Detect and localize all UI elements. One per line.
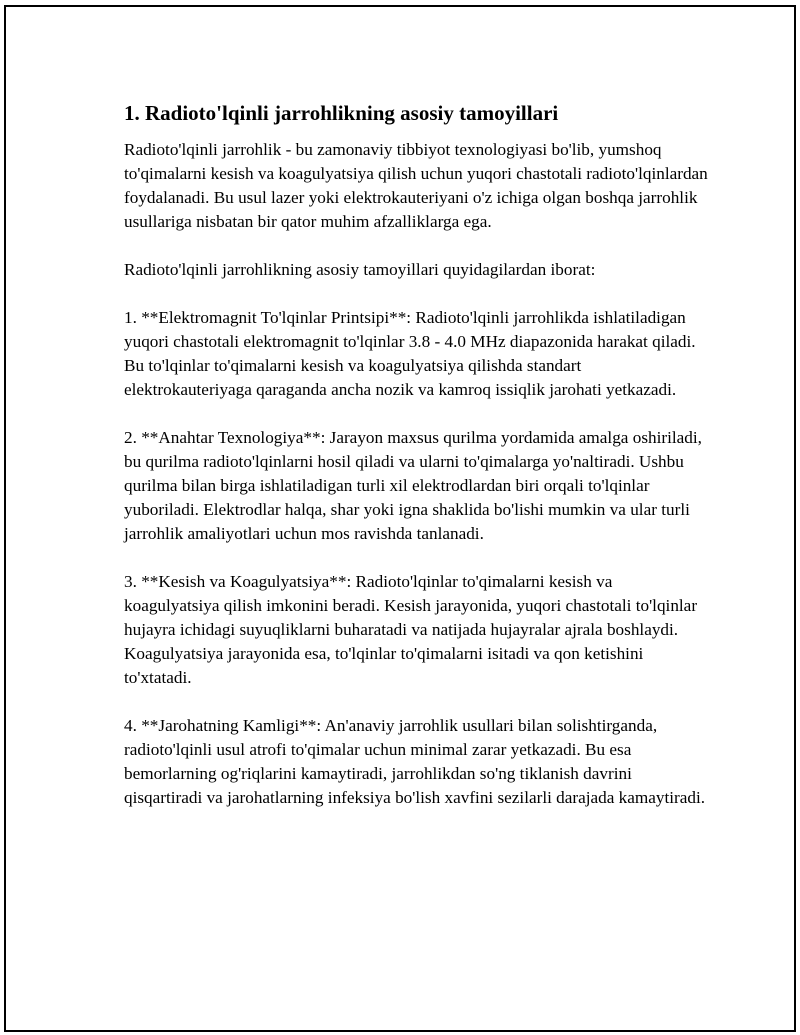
principle-3-paragraph: 3. **Kesish va Koagulyatsiya**: Radioto'lqinlar to'qimalarni kesish va koagulyatsiya qilish imkonini beradi. Kesish jarayonida, yuqori chastotali to'lqinlar hujayra ichidagi suyuqliklarni buharatadi va natijada hujayralar ajrala boshlaydi. Koagulyatsiya jarayonida esa, to'lqinlar to'qimalarni isitadi va qon ketishini to'xtatadi. (124, 572, 698, 687)
principles-lead-paragraph: Radioto'lqinli jarrohlikning asosiy tamoyillari quyidagilardan iborat: (124, 260, 596, 279)
page-frame (4, 5, 796, 1032)
principle-4-paragraph: 4. **Jarohatning Kamligi**: An'anaviy jarrohlik usullari bilan solishtirganda, radioto'lqinli usul atrofi to'qimalar uchun minimal zarar yetkazadi. Bu esa bemorlarning og'riqlarini kamaytiradi, jarrohlikdan so'ng tiklanish davrini qisqartiradi va jarohatlarning infeksiya bo'lish xavfini sezilarli darajada kamaytiradi. (124, 716, 706, 807)
document-body (119, 99, 709, 834)
intro-paragraph: Radioto'lqinli jarrohlik - bu zamonaviy tibbiyot texnologiyasi bo'lib, yumshoq to'qimalarni kesish va koagulyatsiya qilish uchun yuqori chastotali radioto'lqinlardan foydalanadi. Bu usul lazer yoki elektrokauteriyani o'z ichiga olgan boshqa jarrohlik usullariga nisbatan bir qator muhim afzalliklarga ega. (124, 140, 708, 231)
principle-2-paragraph: 2. **Anahtar Texnologiya**: Jarayon maxsus qurilma yordamida amalga oshiriladi, bu qurilma radioto'lqinlarni hosil qiladi va ularni to'qimalarga yo'naltiradi. Ushbu qurilma bilan birga ishlatiladigan turli xil elektrodlardan biri orqali to'lqinlar yuboriladi. Elektrodlar halqa, shar yoki igna shaklida bo'lishi mumkin va ular turli jarrohlik amaliyotlari uchun mos ravishda tanlanadi. (124, 428, 702, 543)
principle-1-paragraph: 1. **Elektromagnit To'lqinlar Printsipi**: Radioto'lqinli jarrohlikda ishlatiladigan yuqori chastotali elektromagnit to'lqinlar 3.8 - 4.0 MHz diapazonida harakat qiladi. Bu to'lqinlar to'qimalarni kesish va koagulyatsiya qilishda standart elektrokauteriyaga qaraganda ancha nozik va kamroq issiqlik jarohati yetkazadi. (124, 308, 696, 399)
document-title: 1. Radioto'lqinli jarrohlikning asosiy tamoyillari (124, 101, 559, 125)
